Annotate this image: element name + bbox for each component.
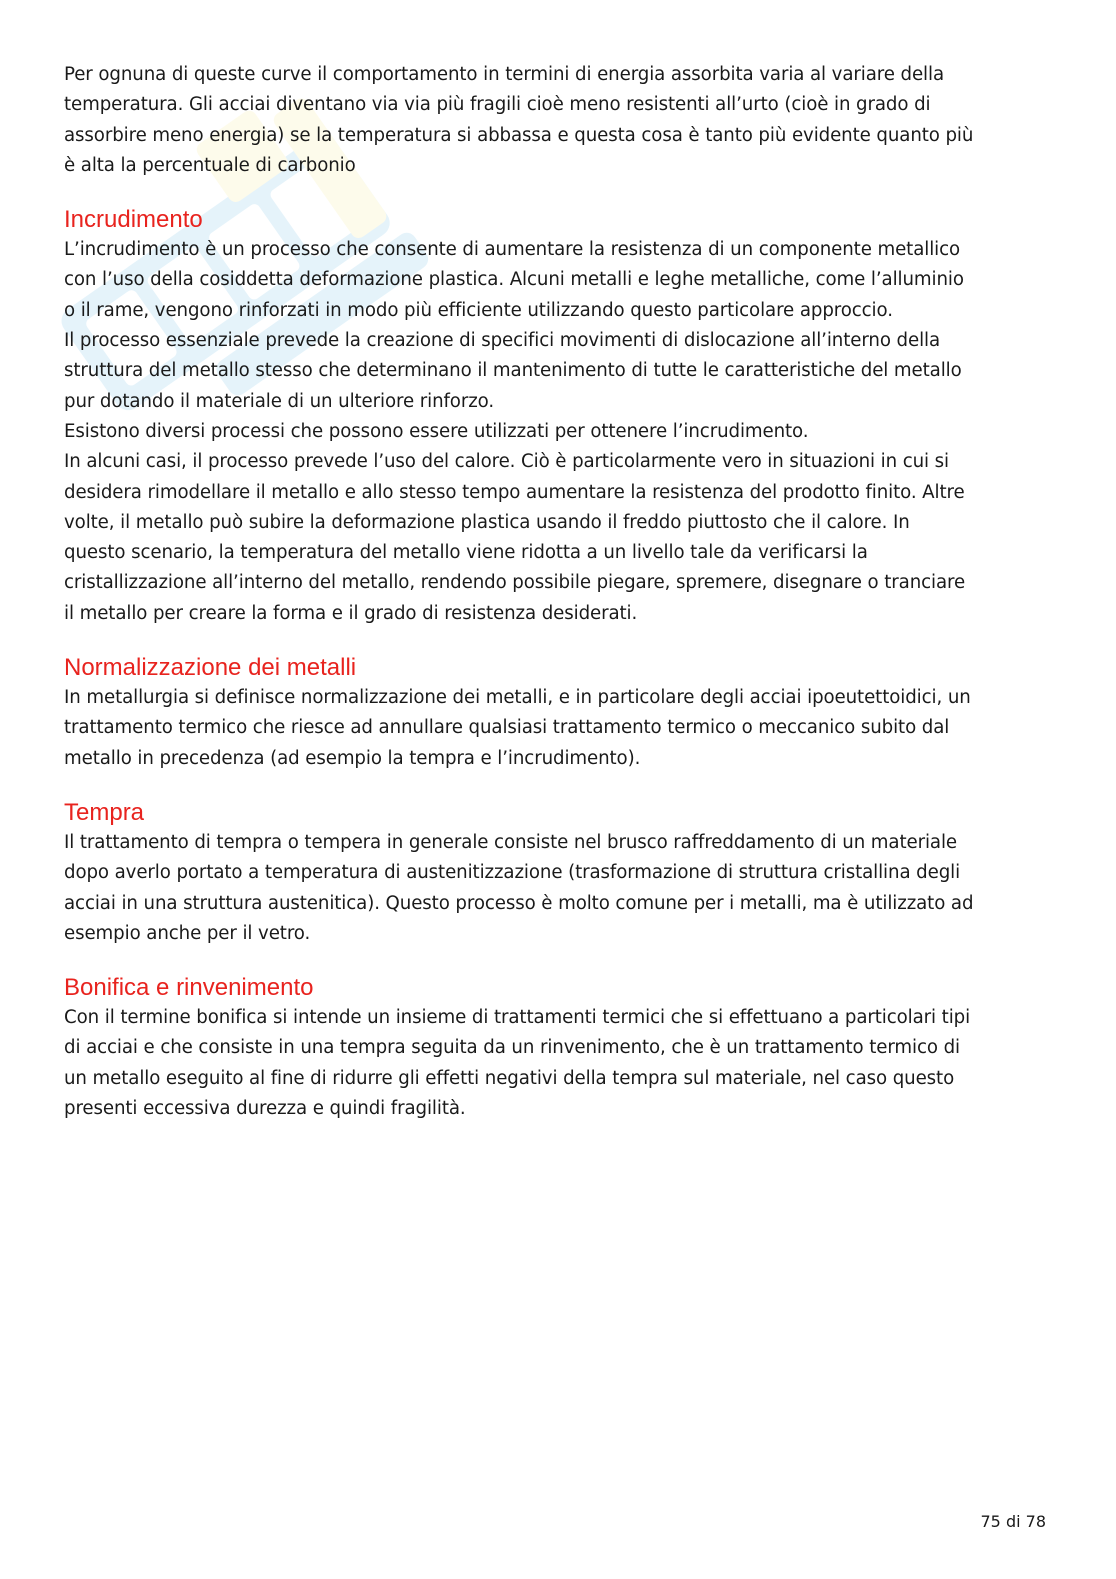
document-body <box>64 60 1054 1124</box>
section-bonifica <box>64 973 1054 1124</box>
text-line: desidera rimodellare il metallo e allo stesso tempo aumentare la resistenza del prodotto finito. Altre <box>64 481 965 503</box>
text-line: volte, il metallo può subire la deformazione plastica usando il freddo piuttosto che il calore. In <box>64 511 910 533</box>
intro-paragraph <box>64 60 1054 181</box>
text-line: metallo in precedenza (ad esempio la tempra e l’incrudimento). <box>64 747 641 769</box>
section-heading: Normalizzazione dei metalli <box>64 654 357 682</box>
text-line: In alcuni casi, il processo prevede l’uso del calore. Ciò è particolarmente vero in situazioni in cui si <box>64 451 950 473</box>
text-line: assorbire meno energia) se la temperatura si abbassa e questa cosa è tanto più evidente quanto più <box>64 124 974 146</box>
text-line: pur dotando il materiale di un ulteriore rinforzo. <box>64 390 495 412</box>
text-line: Esistono diversi processi che possono essere utilizzati per ottenere l’incrudimento. <box>64 420 809 442</box>
text-line: dopo averlo portato a temperatura di austenitizzazione (trasformazione di struttura cristallina degli <box>64 862 961 884</box>
text-line: Il trattamento di tempra o tempera in generale consiste nel brusco raffreddamento di un materiale <box>64 831 958 853</box>
text-line: o il rame, vengono rinforzati in modo più efficiente utilizzando questo particolare approccio. <box>64 299 893 321</box>
section-normalizzazione <box>64 653 1054 774</box>
section-heading: Tempra <box>64 798 145 826</box>
text-line: In metallurgia si definisce normalizzazione dei metalli, e in particolare degli acciai ipoeutettoidici, un <box>64 687 971 709</box>
text-line: di acciai e che consiste in una tempra seguita da un rinvenimento, che è un trattamento termico di <box>64 1037 961 1059</box>
text-line: acciai in una struttura austenitica). Questo processo è molto comune per i metalli, ma è utilizzato ad <box>64 892 974 914</box>
section-heading: Incrudimento <box>64 206 203 234</box>
text-line: struttura del metallo stesso che determinano il mantenimento di tutte le caratteristiche del metallo <box>64 360 962 382</box>
text-line: questo scenario, la temperatura del metallo viene ridotta a un livello tale da verificarsi la <box>64 542 868 564</box>
text-line: trattamento termico che riesce ad annullare qualsiasi trattamento termico o meccanico subito dal <box>64 717 950 739</box>
text-line: Per ognuna di queste curve il comportamento in termini di energia assorbita varia al variare della <box>64 64 944 85</box>
text-line: è alta la percentuale di carbonio <box>64 154 356 176</box>
section-tempra <box>64 798 1054 949</box>
page-number: 75 di 78 <box>980 1512 1046 1531</box>
text-line: L’incrudimento è un processo che consente di aumentare la resistenza di un componente metallico <box>64 239 961 261</box>
text-line: cristallizzazione all’interno del metallo, rendendo possibile piegare, spremere, disegnare o tranciare <box>64 572 966 594</box>
text-line: presenti eccessiva durezza e quindi fragilità. <box>64 1098 466 1120</box>
text-line: con l’uso della cosiddetta deformazione plastica. Alcuni metalli e leghe metalliche, come l’alluminio <box>64 269 964 291</box>
text-line: Con il termine bonifica si intende un insieme di trattamenti termici che si effettuano a particolari tipi <box>64 1007 971 1029</box>
text-line: Il processo essenziale prevede la creazione di specifici movimenti di dislocazione all’interno della <box>64 330 941 352</box>
text-line: il metallo per creare la forma e il grado di resistenza desiderati. <box>64 602 638 624</box>
text-line: temperatura. Gli acciai diventano via via più fragili cioè meno resistenti all’urto (cioè in grado di <box>64 94 931 116</box>
section-incrudimento <box>64 205 1054 629</box>
section-heading: Bonifica e rinvenimento <box>64 974 314 1002</box>
text-line: esempio anche per il vetro. <box>64 922 311 944</box>
text-line: un metallo eseguito al fine di ridurre gli effetti negativi della tempra sul materiale, nel caso questo <box>64 1067 955 1089</box>
